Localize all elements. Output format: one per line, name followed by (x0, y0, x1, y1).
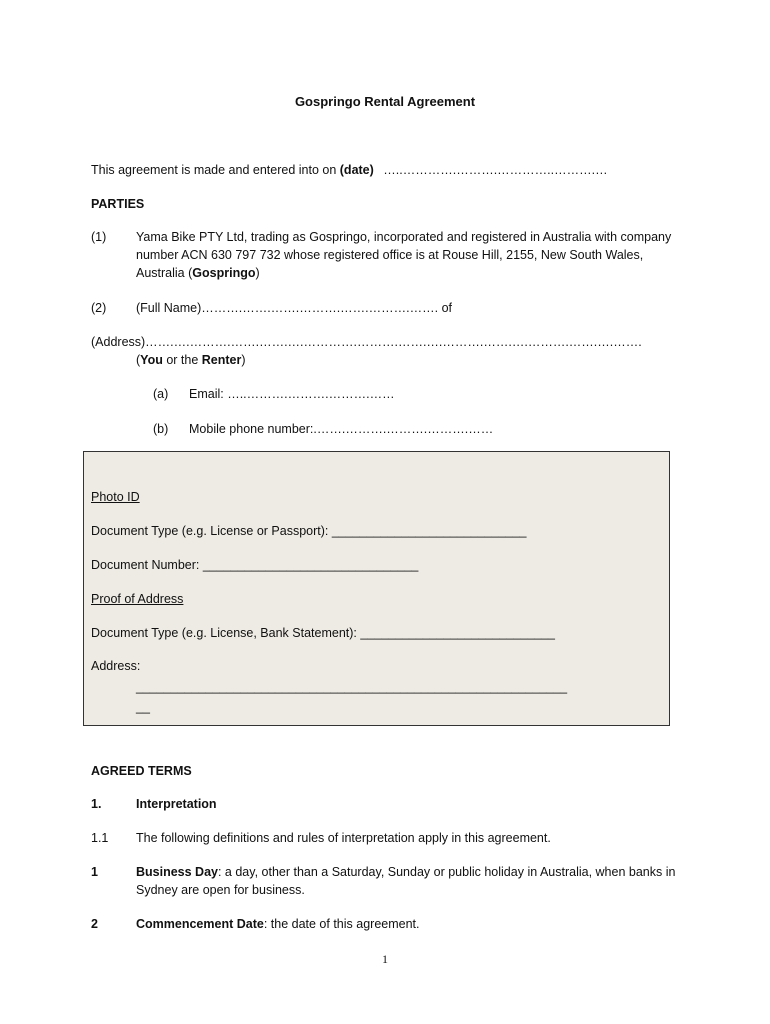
definition-1 (136, 863, 686, 899)
address-blank-line-2: __ (136, 700, 150, 714)
address-line: (Address)…….….……….…….…….….………….……….…….….……….…….….……….…….….……. (91, 335, 642, 349)
id-verification-box (83, 451, 670, 726)
clause-1-1-text: The following definitions and rules of interpretation apply in this agreement. (136, 831, 551, 845)
agreed-terms-heading: AGREED TERMS (91, 764, 192, 778)
section-1-title: Interpretation (136, 797, 217, 811)
or-the-text: or the (162, 353, 202, 367)
date-blank: …..………….……….…………..……….… (383, 163, 608, 177)
photo-doc-number-line: Document Number: _______________________________ (91, 558, 419, 572)
photo-doc-type-line: Document Type (e.g. License or Passport): ____________________________ (91, 524, 527, 538)
clause-1-1-number: 1.1 (91, 831, 109, 845)
page-number: 1 (382, 952, 388, 966)
you-term: You (140, 353, 163, 367)
party-1-number: (1) (91, 230, 107, 244)
party-1-bold: Gospringo (192, 266, 256, 280)
definition-2-number: 2 (91, 917, 98, 931)
renter-definition (136, 351, 246, 369)
definition-2 (136, 915, 419, 933)
party-1-text (136, 228, 686, 282)
address-label: Address: (91, 659, 141, 673)
proof-doc-type-line: Document Type (e.g. License, Bank Statement): ____________________________ (91, 626, 556, 640)
definition-1-term: Business Day (136, 865, 218, 879)
email-label: (a) (153, 387, 169, 401)
photo-id-heading: Photo ID (91, 490, 140, 504)
intro-text: This agreement is made and entered into on (91, 163, 340, 177)
definition-2-term: Commencement Date (136, 917, 264, 931)
party-2-number: (2) (91, 301, 107, 315)
document-title: Gospringo Rental Agreement (294, 94, 476, 109)
full-name-line: (Full Name)……….…….…….……….…….……….……. of (136, 301, 452, 315)
section-1-number: 1. (91, 797, 102, 811)
proof-of-address-heading: Proof of Address (91, 592, 184, 606)
definition-1-text: : a day, other than a Saturday, Sunday or public holiday in Australia, when banks in Sydney are open for business. (136, 865, 676, 897)
parties-heading: PARTIES (91, 197, 145, 211)
renter-term: Renter (201, 353, 242, 367)
definition-2-text: : the date of this agreement. (263, 917, 420, 931)
paren-open: ( (136, 353, 141, 367)
definition-1-number: 1 (91, 865, 98, 879)
address-blank-line-1: ______________________________________________________________ (136, 680, 568, 694)
party-1-text-a: Yama Bike PTY Ltd, trading as Gospringo, incorporated and registered in Australia with company number ACN 630 797 732 whose registered office is at Rouse Hill, 2155, New South Wales, Australia ( (136, 230, 672, 280)
party-1-text-b: ) (255, 266, 260, 280)
mobile-label: (b) (153, 422, 169, 436)
email-line: Email: …..……….……….……….…… (189, 387, 395, 401)
intro-line (91, 161, 608, 179)
paren-close: ) (241, 353, 246, 367)
date-label: (date) (339, 163, 374, 177)
mobile-line: Mobile phone number:.…….……….……….……….…… (189, 422, 494, 436)
